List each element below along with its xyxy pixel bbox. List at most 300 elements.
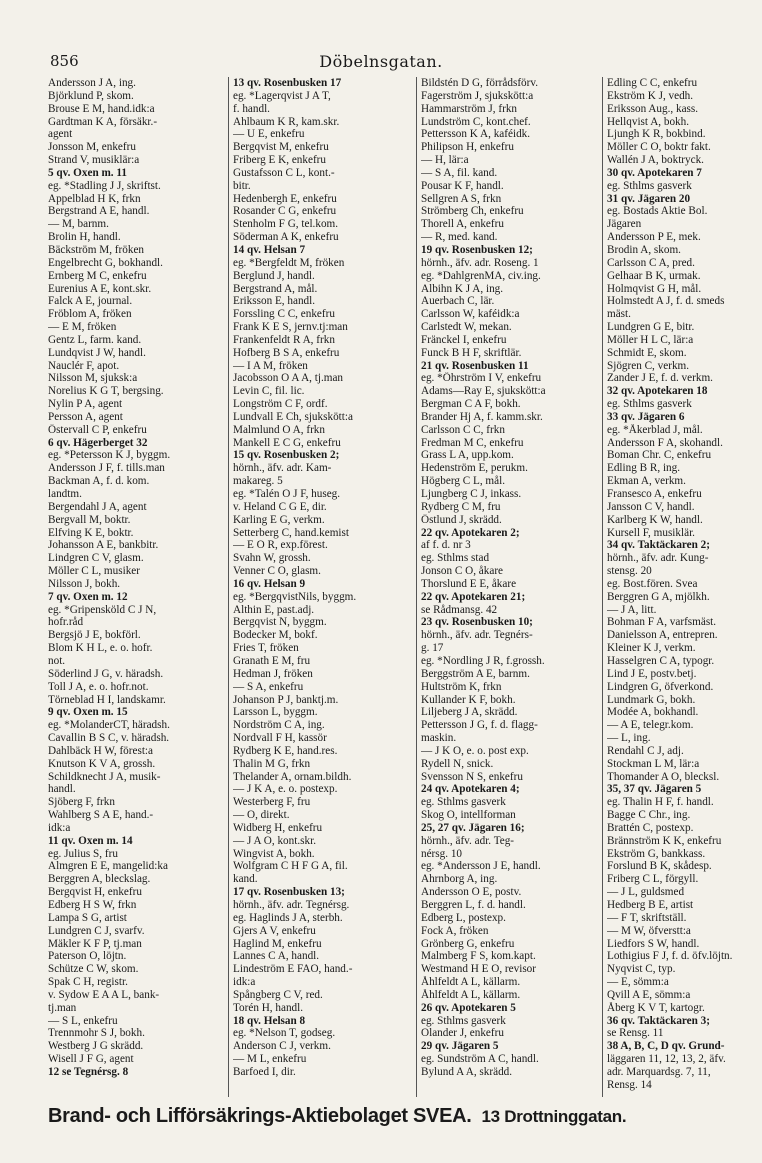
- directory-entry: Lindgren G, öfverkond.: [607, 680, 714, 693]
- directory-entry: Bergvall M, boktr.: [48, 513, 131, 526]
- directory-entry: Svensson N S, enkefru: [421, 770, 523, 783]
- block-heading: 6 qv. Hägerberget 32: [48, 436, 148, 449]
- directory-entry: Bergqvist N, byggm.: [233, 616, 327, 629]
- directory-entry: — S A, fil. kand.: [421, 166, 498, 179]
- directory-entry: Haglind M, enkefru: [233, 937, 322, 950]
- directory-entry: Spak C H, registr.: [48, 976, 128, 989]
- directory-column-3: [416, 77, 600, 1097]
- directory-entry: Elfving K E, boktr.: [48, 526, 134, 539]
- directory-entry: Blom K H L, e. o. hofr.: [48, 642, 153, 655]
- directory-entry: Schmidt E, skom.: [607, 346, 687, 359]
- directory-entry: — S A, enkefru: [233, 680, 304, 693]
- directory-entry: Mäkler K F P, tj.man: [48, 937, 142, 950]
- directory-entry: eg. Haglinds J A, sterbh.: [233, 911, 343, 924]
- directory-entry: Gelhaar B K, urmak.: [607, 269, 701, 282]
- directory-entry: Wisell J F G, agent: [48, 1053, 134, 1066]
- directory-entry: Lindeström E FAO, hand.-: [233, 963, 353, 976]
- directory-entry: Nilsson M, sjuksk:a: [48, 372, 138, 385]
- directory-entry: Sellgren A S, frkn: [421, 192, 502, 205]
- directory-entry: Brouse E M, hand.idk:a: [48, 102, 155, 115]
- directory-entry: eg. *Talén O J F, huseg.: [233, 488, 341, 500]
- directory-entry: Thalin M G, frkn: [233, 757, 311, 770]
- directory-entry: — A E, telegr.kom.: [607, 719, 694, 732]
- block-heading: 18 qv. Helsan 8: [233, 1014, 306, 1027]
- directory-entry: Thelander A, ornam.bildh.: [233, 770, 352, 783]
- block-heading: 21 qv. Rosenbusken 11: [421, 359, 529, 372]
- directory-entry: eg. *Petersson K J, byggm.: [48, 449, 171, 462]
- directory-entry: Olander J, enkefru: [421, 1027, 504, 1040]
- directory-entry: Hedman J, fröken: [233, 667, 313, 680]
- directory-entry: Lampa S G, artist: [48, 911, 127, 924]
- directory-entry: eg. *Gripensköld C J N,: [48, 603, 157, 616]
- directory-entry: — M W, öfverstt:a: [607, 924, 691, 937]
- directory-entry: handl.: [48, 783, 76, 796]
- directory-entry: Nauclér F, apot.: [48, 359, 120, 372]
- page-header: [0, 52, 762, 74]
- directory-entry: Edberg H S W, frkn: [48, 899, 137, 911]
- directory-entry: agent: [48, 128, 73, 141]
- directory-entry: Svahn W, grossh.: [233, 552, 311, 565]
- directory-entry: eg. *Åkerblad J, mål.: [607, 423, 703, 436]
- directory-entry: eg. *Bergfeldt M, fröken: [233, 256, 345, 269]
- block-heading: 33 qv. Jägaren 6: [607, 410, 685, 423]
- directory-entry: Levin C, fil. lic.: [233, 385, 305, 398]
- directory-entry: eg. Julius S, fru: [48, 847, 118, 860]
- directory-entry: — U E, enkefru: [233, 128, 305, 141]
- directory-entry: Rendahl C J, adj.: [607, 744, 684, 757]
- directory-entry: Hellqvist A, bokh.: [607, 115, 690, 128]
- directory-entry: Carlstedt W, mekan.: [421, 321, 512, 334]
- directory-entry: Thorslund E E, åkare: [421, 577, 517, 590]
- directory-entry: Hedberg B E, artist: [607, 899, 694, 911]
- directory-entry: Karling E G, verkm.: [233, 513, 325, 526]
- directory-entry: Söderman A K, enkefru: [233, 231, 339, 244]
- directory-entry: landtm.: [48, 488, 82, 500]
- directory-entry: eg. Sthlms gasverk: [607, 179, 692, 192]
- directory-entry: eg. *BergqvistNils, byggm.: [233, 590, 357, 603]
- directory-entry: Fröblom A, fröken: [48, 308, 132, 321]
- directory-entry: Eriksson Aug., kass.: [607, 102, 699, 115]
- directory-entry: Johanson P J, banktj.m.: [233, 693, 339, 706]
- block-heading: 22 qv. Apotekaren 21;: [421, 590, 526, 603]
- directory-entry: Berggren G A, mjölkh.: [607, 590, 710, 603]
- directory-entry: eg. *Lagerqvist J A T,: [233, 89, 331, 102]
- directory-entry: Larsson L, byggm.: [233, 706, 318, 719]
- directory-entry: bitr.: [233, 179, 251, 192]
- directory-entry: Jonsson M, enkefru: [48, 141, 136, 154]
- directory-entry: Eurenius A E, kont.skr.: [48, 282, 152, 295]
- directory-entry: Bergsjö J E, bokförl.: [48, 629, 141, 642]
- directory-entry: Boman Chr. C, enkefru: [607, 449, 712, 462]
- block-heading: 11 qv. Oxen m. 14: [48, 834, 133, 847]
- directory-entry: — E O R, exp.förest.: [233, 539, 328, 552]
- directory-entry: Bergendahl J A, agent: [48, 500, 147, 513]
- directory-entry: not.: [48, 654, 66, 667]
- directory-entry: — M L, enkefru: [233, 1053, 307, 1066]
- directory-entry: Ernberg M C, enkefru: [48, 269, 147, 282]
- directory-entry: se Rensg. 11: [607, 1027, 664, 1040]
- directory-entry: Schildknecht J A, musik-: [48, 770, 161, 783]
- directory-entry: Gentz L, farm. kand.: [48, 333, 142, 346]
- directory-column-2: [228, 77, 414, 1097]
- block-heading: 24 qv. Apotekaren 4;: [421, 783, 520, 796]
- directory-entry: eg. Sthlms gasverk: [421, 796, 506, 809]
- directory-entry: Thorell A, enkefru: [421, 218, 504, 231]
- directory-entry: Backman A, f. d. kom.: [48, 475, 150, 488]
- directory-entry: Nordström C A, ing.: [233, 719, 325, 732]
- directory-entry: Åhlfeldt A L, källarm.: [421, 976, 521, 989]
- directory-entry: Malmberg F S, kom.kapt.: [421, 950, 536, 963]
- directory-entry: — L, ing.: [607, 732, 651, 745]
- block-heading: 5 qv. Oxen m. 11: [48, 166, 127, 179]
- directory-entry: Schütze C W, skom.: [48, 963, 139, 976]
- directory-entry: Ljungh K R, bokbind.: [607, 128, 706, 141]
- directory-entry: Rensg. 14: [607, 1078, 652, 1091]
- directory-entry: Qvill A E, sömm:a: [607, 988, 691, 1001]
- block-heading: 22 qv. Apotekaren 2;: [421, 526, 520, 539]
- directory-entry: eg. Bost.fören. Svea: [607, 577, 698, 590]
- directory-entry: Lundqvist J W, handl.: [48, 346, 146, 359]
- directory-entry: Berglund J, handl.: [233, 269, 315, 282]
- directory-entry: Lundgren G E, bitr.: [607, 321, 695, 334]
- directory-entry: idk:a: [48, 821, 71, 834]
- directory-entry: Westerberg F, fru: [233, 796, 311, 809]
- directory-entry: Lannes C A, handl.: [233, 950, 320, 963]
- directory-entry: Fränckel I, enkefru: [421, 333, 507, 346]
- directory-entry: Rydell N, snick.: [421, 757, 494, 770]
- directory-entry: Eriksson E, handl.: [233, 295, 316, 308]
- directory-entry: Gardtman K A, försäkr.-: [48, 115, 158, 128]
- directory-entry: Törneblad H I, landskamr.: [48, 693, 166, 706]
- directory-entry: — I A M, fröken: [233, 359, 308, 372]
- directory-entry: Bildstén D G, förrådsförv.: [421, 77, 539, 89]
- directory-entry: Westmand H E O, revisor: [421, 963, 536, 976]
- directory-entry: Ekman A, verkm.: [607, 475, 686, 488]
- directory-entry: Jonson C O, åkare: [421, 565, 504, 578]
- directory-entry: Wahlberg S A E, hand.-: [48, 809, 154, 822]
- block-heading: 36 qv. Taktäckaren 3;: [607, 1014, 710, 1027]
- directory-entry: g. 17: [421, 642, 444, 655]
- directory-entry: tj.man: [48, 1001, 77, 1014]
- directory-entry: Pettersson K A, kaféidk.: [421, 128, 531, 141]
- directory-entry: mäst.: [607, 308, 631, 321]
- directory-entry: f. handl.: [233, 102, 270, 115]
- directory-entry: Liljeberg J A, skrädd.: [421, 706, 518, 719]
- directory-entry: Gustafsson C L, kont.-: [233, 166, 335, 179]
- directory-entry: Brattén C, postexp.: [607, 821, 694, 834]
- directory-entry: Liedfors S W, handl.: [607, 937, 700, 950]
- directory-entry: Wallén J A, boktryck.: [607, 154, 704, 167]
- directory-entry: Wolfgram C H F G A, fil.: [233, 860, 348, 873]
- block-heading: 31 qv. Jägaren 20: [607, 192, 691, 205]
- directory-entry: eg. *Stadling J J, skriftst.: [48, 179, 161, 192]
- directory-entry: hörnh., äfv. adr. Teg-: [421, 834, 515, 847]
- directory-entry: — J A O, kont.skr.: [233, 834, 316, 847]
- directory-entry: Stenholm F G, tel.kom.: [233, 218, 339, 231]
- directory-entry: Möller H L C, lär:a: [607, 333, 694, 346]
- directory-entry: Andersson F A, skohandl.: [607, 436, 723, 449]
- directory-entry: Modée A, bokhandl.: [607, 706, 699, 719]
- directory-entry: Holmstedt A J, f. d. smeds: [607, 295, 725, 308]
- directory-entry: Philipson H, enkefru: [421, 141, 514, 154]
- directory-entry: Hedenström E, perukm.: [421, 462, 528, 475]
- directory-entry: Toll J A, e. o. hofr.not.: [48, 680, 149, 693]
- directory-entry: Bagge C Chr., ing.: [607, 809, 691, 822]
- directory-entry: Gjers A V, enkefru: [233, 924, 316, 937]
- directory-entry: eg. *Andersson J E, handl.: [421, 860, 541, 873]
- directory-entry: v. Heland C G E, dir.: [233, 500, 327, 513]
- block-heading: 15 qv. Rosenbusken 2;: [233, 449, 340, 462]
- directory-entry: Strand V, musiklär:a: [48, 154, 140, 167]
- directory-entry: Hedenbergh E, enkefru: [233, 192, 337, 205]
- directory-entry: se Rådmansg. 42: [421, 603, 498, 616]
- directory-entry: Nilsson J, bokh.: [48, 577, 121, 590]
- directory-entry: eg. *Nelson T, godseg.: [233, 1027, 336, 1040]
- advertisement-footer: [48, 1105, 754, 1135]
- directory-entry: Friberg C L, förgyll.: [607, 873, 699, 886]
- directory-entry: — R, med. kand.: [421, 231, 498, 244]
- block-heading: 14 qv. Helsan 7: [233, 243, 306, 256]
- directory-entry: Althin E, past.adj.: [233, 603, 315, 616]
- directory-entry: Bergqvist H, enkefru: [48, 886, 142, 899]
- directory-column-4: [602, 77, 754, 1097]
- directory-entry: Bohman F A, varfsmäst.: [607, 616, 717, 629]
- directory-entry: — J K O, e. o. post exp.: [421, 744, 529, 757]
- directory-entry: Åhlfeldt A L, källarm.: [421, 988, 521, 1001]
- directory-entry: eg. *MolanderCT, häradsh.: [48, 719, 170, 732]
- directory-entry: Nylin P A, agent: [48, 398, 123, 411]
- directory-entry: eg. *DahlgrenMA, civ.ing.: [421, 269, 541, 282]
- directory-entry: Högberg C L, mål.: [421, 475, 505, 488]
- directory-entry: Albihn K J A, ing.: [421, 282, 504, 295]
- directory-entry: v. Sydow E A A L, bank-: [48, 988, 160, 1001]
- directory-entry: Grönberg G, enkefru: [421, 937, 515, 950]
- block-heading: 30 qv. Apotekaren 7: [607, 166, 702, 179]
- directory-entry: Berggström A E, barnm.: [421, 667, 530, 680]
- directory-entry: läggaren 11, 12, 13, 2, äfv.: [607, 1053, 726, 1066]
- advertisement-address: 13 Drottninggatan.: [481, 1107, 627, 1126]
- directory-entry: Fries T, fröken: [233, 642, 299, 655]
- directory-entry: Östervall C P, enkefru: [48, 423, 147, 436]
- directory-column-1: [48, 77, 222, 1097]
- block-heading: 32 qv. Apotekaren 18: [607, 385, 708, 398]
- directory-entry: eg. Sthlms stad: [421, 552, 490, 565]
- directory-entry: Andersson J A, ing.: [48, 77, 136, 89]
- directory-entry: hofr.råd: [48, 616, 84, 629]
- directory-entry: Venner C O, glasm.: [233, 565, 321, 578]
- directory-entry: eg. *Nordling J R, f.grossh.: [421, 654, 545, 667]
- directory-entry: Fransesco A, enkefru: [607, 488, 702, 500]
- directory-entry: Brännström K K, enkefru: [607, 834, 722, 847]
- directory-entry: hörnh., äfv. adr. Roseng. 1: [421, 256, 539, 269]
- directory-entry: — E, sömm:a: [607, 976, 669, 989]
- directory-entry: Björklund P, skom.: [48, 89, 134, 102]
- directory-entry: Persson A, agent: [48, 410, 123, 423]
- directory-entry: Bylund A A, skrädd.: [421, 1065, 513, 1078]
- directory-entry: eg. Sundström A C, handl.: [421, 1053, 539, 1066]
- block-heading: 29 qv. Jägaren 5: [421, 1040, 499, 1053]
- directory-entry: adr. Marquardsg. 7, 11,: [607, 1065, 711, 1078]
- directory-entry: Auerbach C, lär.: [421, 295, 495, 308]
- directory-entry: Torén H, handl.: [233, 1001, 304, 1014]
- directory-entry: — S L, enkefru: [48, 1014, 118, 1027]
- block-heading: 23 qv. Rosenbusken 10;: [421, 616, 533, 629]
- directory-entry: Andersson P E, mek.: [607, 231, 701, 244]
- directory-entry: Johansson A E, bankbitr.: [48, 539, 159, 552]
- directory-entry: stensg. 20: [607, 565, 652, 578]
- directory-entry: Lundström C, kont.chef.: [421, 115, 531, 128]
- directory-entry: Setterberg C, hand.kemist: [233, 526, 349, 539]
- block-heading: 38 A, B, C, D qv. Grund-: [607, 1040, 725, 1053]
- directory-entry: — M, barnm.: [48, 218, 109, 231]
- directory-entry: Hultström K, frkn: [421, 680, 502, 693]
- directory-entry: af f. d. nr 3: [421, 539, 471, 552]
- page-title: Döbelnsgatan.: [319, 52, 443, 71]
- directory-entry: Westberg J G skrädd.: [48, 1040, 144, 1053]
- directory-entry: Dahlbäck H W, förest:a: [48, 744, 154, 757]
- block-heading: 16 qv. Helsan 9: [233, 577, 306, 590]
- directory-entry: — J L, guldsmed: [607, 886, 685, 899]
- block-heading: 19 qv. Rosenbusken 12;: [421, 243, 533, 256]
- directory-entry: Andersson J F, f. tills.man: [48, 462, 165, 475]
- directory-entry: Rydberg C M, fru: [421, 500, 501, 513]
- directory-entry: Lundgren C J, svarfv.: [48, 924, 145, 937]
- directory-entry: hörnh., äfv. adr. Kam-: [233, 462, 332, 475]
- directory-entry: eg. Sthlms gasverk: [421, 1014, 506, 1027]
- directory-entry: Jägaren: [607, 218, 642, 231]
- directory-entry: Andersson O E, postv.: [421, 886, 522, 899]
- directory-entry: Lundvall E Ch, sjukskött:a: [233, 410, 353, 423]
- directory-entry: Berggren A, bleckslag.: [48, 873, 151, 886]
- directory-entry: Bäckström M, fröken: [48, 243, 145, 256]
- directory-entry: Almgren E E, mangelid:ka: [48, 860, 168, 873]
- block-heading: 12 se Tegnérsg. 8: [48, 1065, 129, 1078]
- block-heading: 35, 37 qv. Jägaren 5: [607, 783, 702, 796]
- directory-entry: Paterson O, löjtn.: [48, 950, 127, 963]
- directory-entry: Nordvall F H, kassör: [233, 732, 327, 745]
- directory-entry: — F T, skriftställ.: [607, 911, 687, 924]
- directory-entry: Lundmark G, bokh.: [607, 693, 696, 706]
- directory-entry: Forslund B K, skådesp.: [607, 860, 712, 873]
- directory-entry: kand.: [233, 873, 258, 886]
- directory-entry: Funck B H F, skriftlär.: [421, 346, 522, 359]
- directory-entry: Thomander A O, blecksl.: [607, 770, 720, 783]
- directory-entry: hörnh., äfv. adr. Tegnérsg.: [233, 899, 350, 911]
- directory-entry: Brodin A, skom.: [607, 243, 681, 256]
- block-heading: 25, 27 qv. Jägaren 16;: [421, 821, 525, 834]
- directory-entry: Mankell E C G, enkefru: [233, 436, 341, 449]
- directory-entry: Stockman L M, lär:a: [607, 757, 700, 770]
- directory-entry: Kleiner K J, verkm.: [607, 642, 696, 655]
- directory-entry: Åberg K V T, kartogr.: [607, 1001, 705, 1014]
- block-heading: 34 qv. Taktäckaren 2;: [607, 539, 710, 552]
- directory-entry: Bergman C A F, bokh.: [421, 398, 521, 411]
- directory-entry: Zander J E, f. d. verkm.: [607, 372, 713, 385]
- directory-entry: Rosander C G, enkefru: [233, 205, 337, 218]
- directory-entry: Ekström G, bankkass.: [607, 847, 706, 860]
- directory-entry: makareg. 5: [233, 475, 283, 488]
- directory-entry: nérsg. 10: [421, 847, 463, 860]
- directory-entry: Granath E M, fru: [233, 654, 311, 667]
- directory-entry: idk:a: [233, 976, 256, 989]
- directory-entry: Bergstrand A, mål.: [233, 282, 318, 295]
- block-heading: 13 qv. Rosenbusken 17: [233, 77, 342, 89]
- directory-entry: Forssling C C, enkefru: [233, 308, 335, 321]
- directory-entry: Edling B R, ing.: [607, 462, 681, 475]
- directory-entry: Ahrnborg A, ing.: [421, 873, 498, 886]
- directory-entry: Bodecker M, bokf.: [233, 629, 318, 642]
- directory-entry: eg. Sthlms gasverk: [607, 398, 692, 411]
- block-heading: 17 qv. Rosenbusken 13;: [233, 886, 345, 899]
- directory-entry: eg. Thalin H F, f. handl.: [607, 796, 714, 809]
- directory-entry: Hasselgren C A, typogr.: [607, 654, 715, 667]
- directory-entry: Frankenfeldt R A, frkn: [233, 333, 335, 346]
- directory-entry: Carlsson C A, pred.: [607, 256, 695, 269]
- directory-entry: Friberg E K, enkefru: [233, 154, 326, 167]
- directory-entry: Widberg H, enkefru: [233, 821, 323, 834]
- directory-entry: Fock A, fröken: [421, 924, 489, 937]
- block-heading: 26 qv. Apotekaren 5: [421, 1001, 516, 1014]
- directory-entry: Danielsson A, entrepren.: [607, 629, 718, 642]
- directory-entry: Östlund J, skrädd.: [421, 513, 502, 526]
- directory-entry: Engelbrecht G, bokhandl.: [48, 256, 163, 269]
- directory-entry: — J A, litt.: [607, 603, 657, 616]
- directory-entry: Longström C F, ordf.: [233, 398, 328, 411]
- directory-entry: Lind J E, postv.betj.: [607, 667, 697, 680]
- directory-entry: Skog O, intellforman: [421, 809, 516, 822]
- directory-entry: — O, direkt.: [233, 809, 290, 822]
- directory-entry: Edling C C, enkefru: [607, 77, 698, 89]
- directory-entry: Möller C O, boktr fakt.: [607, 141, 711, 154]
- directory-entry: Lothigius F J, f. d. öfv.löjtn.: [607, 950, 733, 963]
- directory-entry: Pettersson J G, f. d. flagg-: [421, 719, 538, 732]
- directory-entry: Sjögren C, verkm.: [607, 359, 690, 372]
- directory-entry: Nyqvist C, typ.: [607, 963, 676, 976]
- directory-entry: hörnh., äfv. adr. Tegnérs-: [421, 629, 533, 642]
- directory-entry: — J K A, e. o. postexp.: [233, 783, 338, 796]
- directory-entry: eg. Bostads Aktie Bol.: [607, 205, 708, 218]
- directory-entry: Ljungberg C J, inkass.: [421, 488, 522, 500]
- directory-entry: Jacobsson O A A, tj.man: [233, 372, 344, 385]
- directory-entry: Bergstrand A E, handl.: [48, 205, 150, 218]
- directory-entry: Carlsson W, kaféidk:a: [421, 308, 520, 321]
- directory-entry: Kullander K F, bokh.: [421, 693, 516, 706]
- directory-entry: — H, lär:a: [421, 154, 469, 167]
- directory-entry: Brolin H, handl.: [48, 231, 121, 244]
- directory-entry: Fredman M C, enkefru: [421, 436, 524, 449]
- directory-entry: maskin.: [421, 732, 457, 745]
- directory-entry: Cavallin B S C, v. häradsh.: [48, 732, 170, 745]
- directory-entry: Hammarström J, frkn: [421, 102, 518, 115]
- directory-entry: Frank K E S, jernv.tj:man: [233, 321, 348, 334]
- directory-entry: eg. *Öhrström I V, enkefru: [421, 372, 542, 385]
- directory-entry: Fagerström J, sjukskött:a: [421, 89, 534, 102]
- directory-entry: Sjöberg F, frkn: [48, 796, 115, 809]
- directory-entry: Spångberg C V, red.: [233, 988, 323, 1001]
- directory-entry: Rydberg K E, hand.res.: [233, 744, 338, 757]
- directory-entry: Ekström K J, vedh.: [607, 89, 694, 102]
- directory-entry: Karlberg K W, handl.: [607, 513, 703, 526]
- directory-entry: Edberg L, postexp.: [421, 911, 506, 924]
- block-heading: 9 qv. Oxen m. 15: [48, 706, 128, 719]
- directory-entry: Brander Hj A, f. kamm.skr.: [421, 410, 543, 423]
- directory-entry: Wingvist A, bokh.: [233, 847, 315, 860]
- directory-entry: Jansson C V, handl.: [607, 500, 695, 513]
- directory-entry: Ahlbaum K R, kam.skr.: [233, 115, 340, 128]
- directory-entry: hörnh., äfv. adr. Kung-: [607, 552, 709, 565]
- directory-entry: Carlsson C C, frkn: [421, 423, 505, 436]
- directory-entry: Appelblad H K, frkn: [48, 192, 141, 205]
